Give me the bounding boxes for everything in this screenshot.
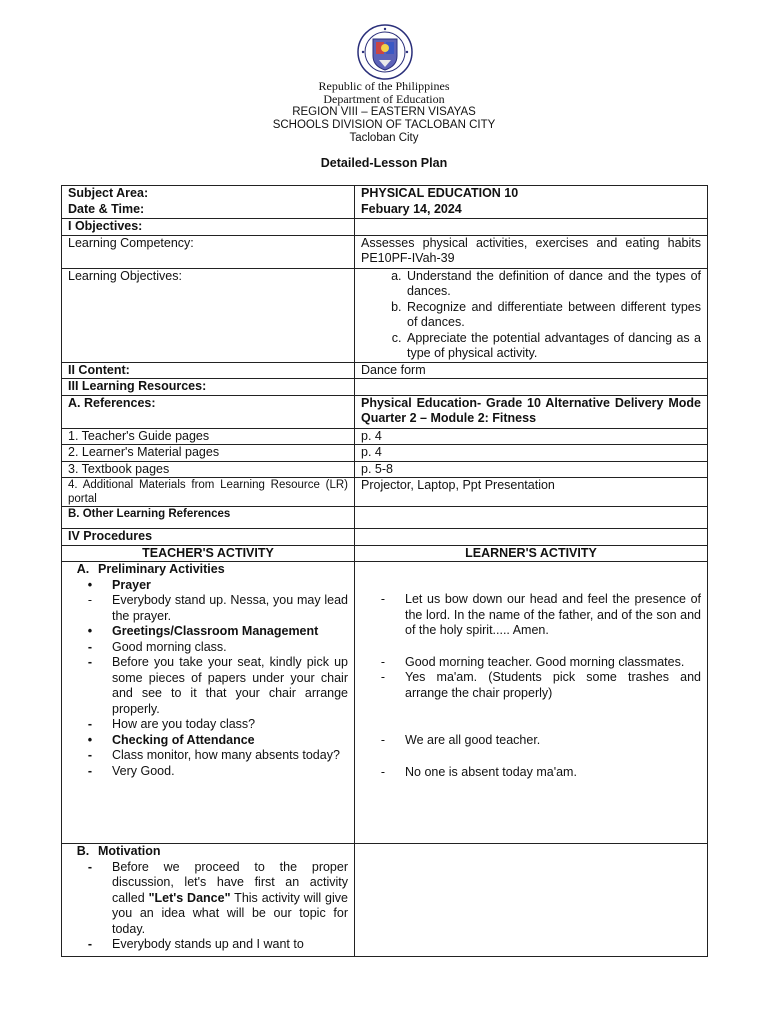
learner-prayer: Let us bow down our head and feel the presence of the lord. In the name of the father, and of the son and of the holy spirit..... Amen. bbox=[405, 592, 701, 637]
teacher-preliminary-cell: A. Preliminary Activities • Prayer - Everybody stand up. Nessa, you may lead the prayer. • Greetings/Classroom Management - Good morning class. - Before you take your seat, kindly pick up some pieces of papers under your chair and see to it that your chair arrange properly. - How are you today class? • Checking of Attendance - Class monitor, how many absents today? - Very Good. bbox=[62, 562, 355, 844]
competency-value: Assesses physical activities, exercises and eating habits PE10PF-IVah-39 bbox=[355, 235, 708, 268]
learner-feeling: We are all good teacher. bbox=[405, 733, 541, 747]
date-value: Febuary 14, 2024 bbox=[361, 201, 462, 216]
teacher-motivation-cell: B. Motivation - Before we proceed to the proper discussion, let's have first an activity called "Let's Dance" This activity will give you an idea what will be our topic for today. - Everybody stands up and I want to bbox=[62, 844, 355, 957]
lm-value: p. 4 bbox=[355, 445, 708, 462]
motivation-instruction: Before we proceed to the proper discussion, let's have first an activity called "Let's Dance" This activity will give you an idea what will be our topic for today. bbox=[112, 859, 348, 936]
very-good-line: Very Good. bbox=[112, 763, 175, 778]
objective-item: b. Recognize and differentiate between different types of dances. bbox=[405, 300, 701, 331]
objectives-heading: I Objectives: bbox=[62, 219, 355, 236]
header-region: REGION VIII – EASTERN VISAYAS bbox=[292, 106, 476, 118]
lm-label: 2. Learner's Material pages bbox=[62, 445, 355, 462]
tb-value: p. 5-8 bbox=[355, 461, 708, 478]
resources-heading: III Learning Resources: bbox=[62, 379, 355, 396]
other-references-label: B. Other Learning References bbox=[62, 507, 355, 529]
references-value: Physical Education- Grade 10 Alternative Delivery Mode Quarter 2 – Module 2: Fitness bbox=[355, 395, 708, 428]
header-division: SCHOOLS DIVISION OF TACLOBAN CITY bbox=[272, 119, 496, 131]
header-department: Department of Education bbox=[323, 92, 445, 106]
tg-label: 1. Teacher's Guide pages bbox=[62, 428, 355, 445]
prayer-instruction: Everybody stand up. Nessa, you may lead the prayer. bbox=[112, 593, 348, 623]
objective-item: a. Understand the definition of dance and the types of dances. bbox=[405, 269, 701, 300]
content-heading: II Content: bbox=[62, 362, 355, 379]
page-title: Detailed-Lesson Plan bbox=[320, 156, 448, 170]
preliminary-heading: Preliminary Activities bbox=[98, 562, 225, 576]
seat-instruction: Before you take your seat, kindly pick up some pieces of papers under your chair and see to it that your chair arrange properly. bbox=[112, 655, 348, 716]
teacher-activity-heading: TEACHER'S ACTIVITY bbox=[62, 545, 355, 562]
attendance-question: Class monitor, how many absents today? bbox=[112, 748, 340, 762]
content-value: Dance form bbox=[355, 362, 708, 379]
additional-materials-value: Projector, Laptop, Ppt Presentation bbox=[355, 478, 708, 507]
header-republic: Republic of the Philippines bbox=[318, 79, 450, 93]
objective-item: c. Appreciate the potential advantages of dancing as a type of physical activity. bbox=[405, 331, 701, 362]
motivation-heading: Motivation bbox=[98, 844, 161, 858]
competency-label: Learning Competency: bbox=[62, 235, 355, 268]
additional-materials-label: 4. Additional Materials from Learning Resource (LR) portal bbox=[62, 478, 355, 507]
date-time-label: Date & Time: bbox=[68, 201, 145, 216]
references-label: A. References: bbox=[62, 395, 355, 428]
greeting-line: Good morning class. bbox=[112, 639, 227, 654]
learner-attendance: No one is absent today ma'am. bbox=[405, 764, 577, 779]
subject-area-label: Subject Area: bbox=[68, 186, 149, 200]
greetings-heading: Greetings/Classroom Management bbox=[112, 624, 319, 638]
learner-pick-trash: Yes ma'am. (Students pick some trashes and arrange the chair properly) bbox=[405, 670, 701, 700]
objectives-list bbox=[361, 269, 701, 362]
lesson-plan-table bbox=[61, 185, 708, 957]
learner-activity-heading: LEARNER'S ACTIVITY bbox=[355, 545, 708, 562]
prayer-heading: Prayer bbox=[112, 577, 151, 592]
attendance-heading: Checking of Attendance bbox=[112, 732, 255, 747]
subject-value: PHYSICAL EDUCATION 10 bbox=[361, 186, 519, 200]
tg-value: p. 4 bbox=[355, 428, 708, 445]
learner-greeting: Good morning teacher. Good morning classmates. bbox=[405, 654, 685, 669]
learner-preliminary-cell: - Let us bow down our head and feel the presence of the lord. In the name of the father, and of the son and of the holy spirit..... Amen. - Good morning teacher. Good morning classmates. - Yes ma'am. (Students pick some trashes and arrange the chair properly) - We are all good teacher. - No one is absent today ma'am. bbox=[355, 562, 708, 844]
header-city: Tacloban City bbox=[349, 132, 419, 144]
tb-label: 3. Textbook pages bbox=[62, 461, 355, 478]
how-are-you-line: How are you today class? bbox=[112, 717, 256, 731]
objectives-label: Learning Objectives: bbox=[62, 268, 355, 362]
procedures-heading: IV Procedures bbox=[62, 529, 355, 546]
deped-seal-logo bbox=[351, 24, 419, 80]
motivation-stand-up: Everybody stands up and I want to bbox=[112, 937, 304, 951]
learner-motivation-cell bbox=[355, 844, 708, 957]
